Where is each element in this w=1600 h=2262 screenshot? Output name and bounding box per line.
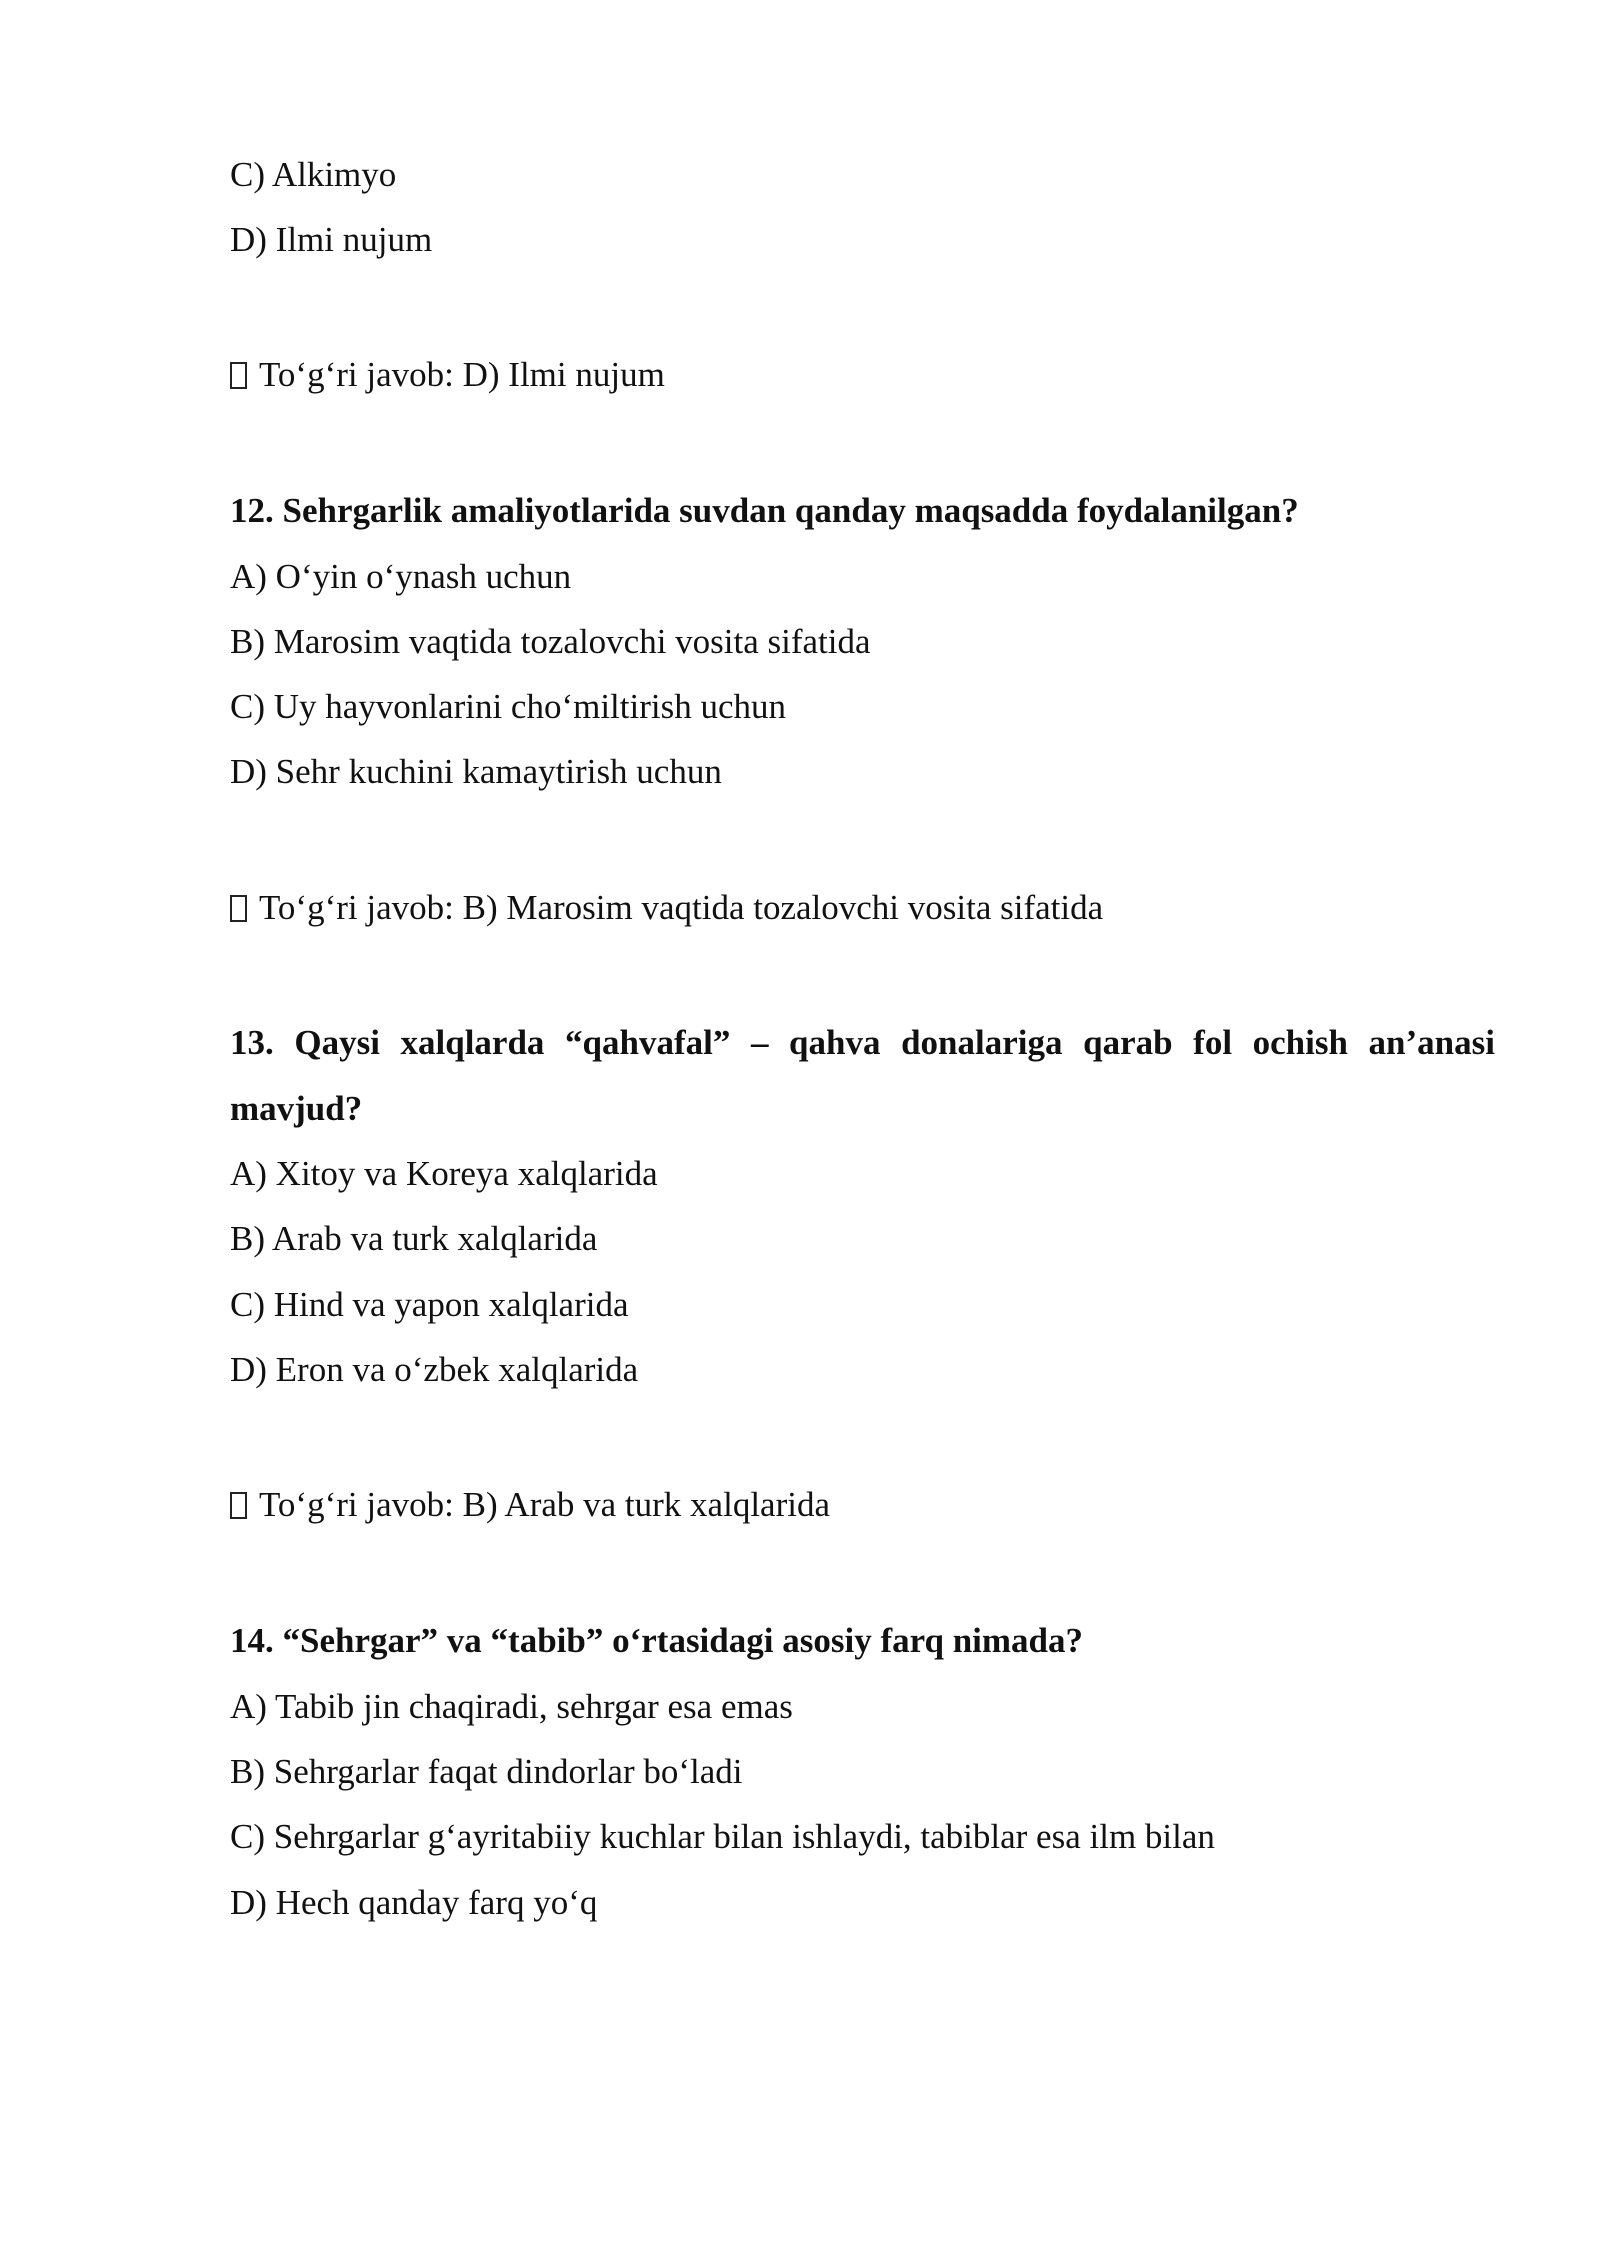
missing-glyph-icon xyxy=(230,1492,247,1519)
question-title: 12. Sehrgarlik amaliyotlarida suvdan qanday maqsadda foydalanilgan? xyxy=(230,491,1299,530)
option-d: D) Sehr kuchini kamaytirish uchun xyxy=(230,752,722,791)
correct-answer xyxy=(230,1481,830,1529)
option-c: C) Hind va yapon xalqlarida xyxy=(230,1285,629,1324)
correct-answer-text: To‘g‘ri javob: D) Ilmi nujum xyxy=(259,355,665,394)
correct-answer-text: To‘g‘ri javob: B) Arab va turk xalqlarida xyxy=(259,1485,830,1524)
option-b: B) Arab va turk xalqlarida xyxy=(230,1219,598,1258)
missing-glyph-icon xyxy=(230,362,247,389)
option-a: A) O‘yin o‘ynash uchun xyxy=(230,557,572,596)
option-d: D) Ilmi nujum xyxy=(230,220,433,259)
option-b: B) Marosim vaqtida tozalovchi vosita sifatida xyxy=(230,622,871,661)
option-b: B) Sehrgarlar faqat dindorlar bo‘ladi xyxy=(230,1752,743,1791)
option-c: C) Alkimyo xyxy=(230,155,397,194)
option-c: C) Sehrgarlar g‘ayritabiiy kuchlar bilan ishlaydi, tabiblar esa ilm bilan xyxy=(230,1817,1215,1856)
option-d: D) Hech qanday farq yo‘q xyxy=(230,1883,598,1922)
option-a: A) Tabib jin chaqiradi, sehrgar esa emas xyxy=(230,1687,793,1726)
option-d: D) Eron va o‘zbek xalqlarida xyxy=(230,1350,639,1389)
question-title: 13. Qaysi xalqlarda “qahvafal” – qahva donalariga qarab fol ochish an’anasi xyxy=(230,1023,1495,1062)
correct-answer xyxy=(230,351,665,399)
correct-answer xyxy=(230,884,1103,932)
missing-glyph-icon xyxy=(230,895,247,922)
correct-answer-text: To‘g‘ri javob: B) Marosim vaqtida tozalovchi vosita sifatida xyxy=(259,888,1104,927)
question-title: 14. “Sehrgar” va “tabib” o‘rtasidagi asosiy farq nimada? xyxy=(230,1621,1084,1660)
question-title-continued: mavjud? xyxy=(230,1089,363,1128)
option-c: C) Uy hayvonlarini cho‘miltirish uchun xyxy=(230,687,787,726)
option-a: A) Xitoy va Koreya xalqlarida xyxy=(230,1154,658,1193)
